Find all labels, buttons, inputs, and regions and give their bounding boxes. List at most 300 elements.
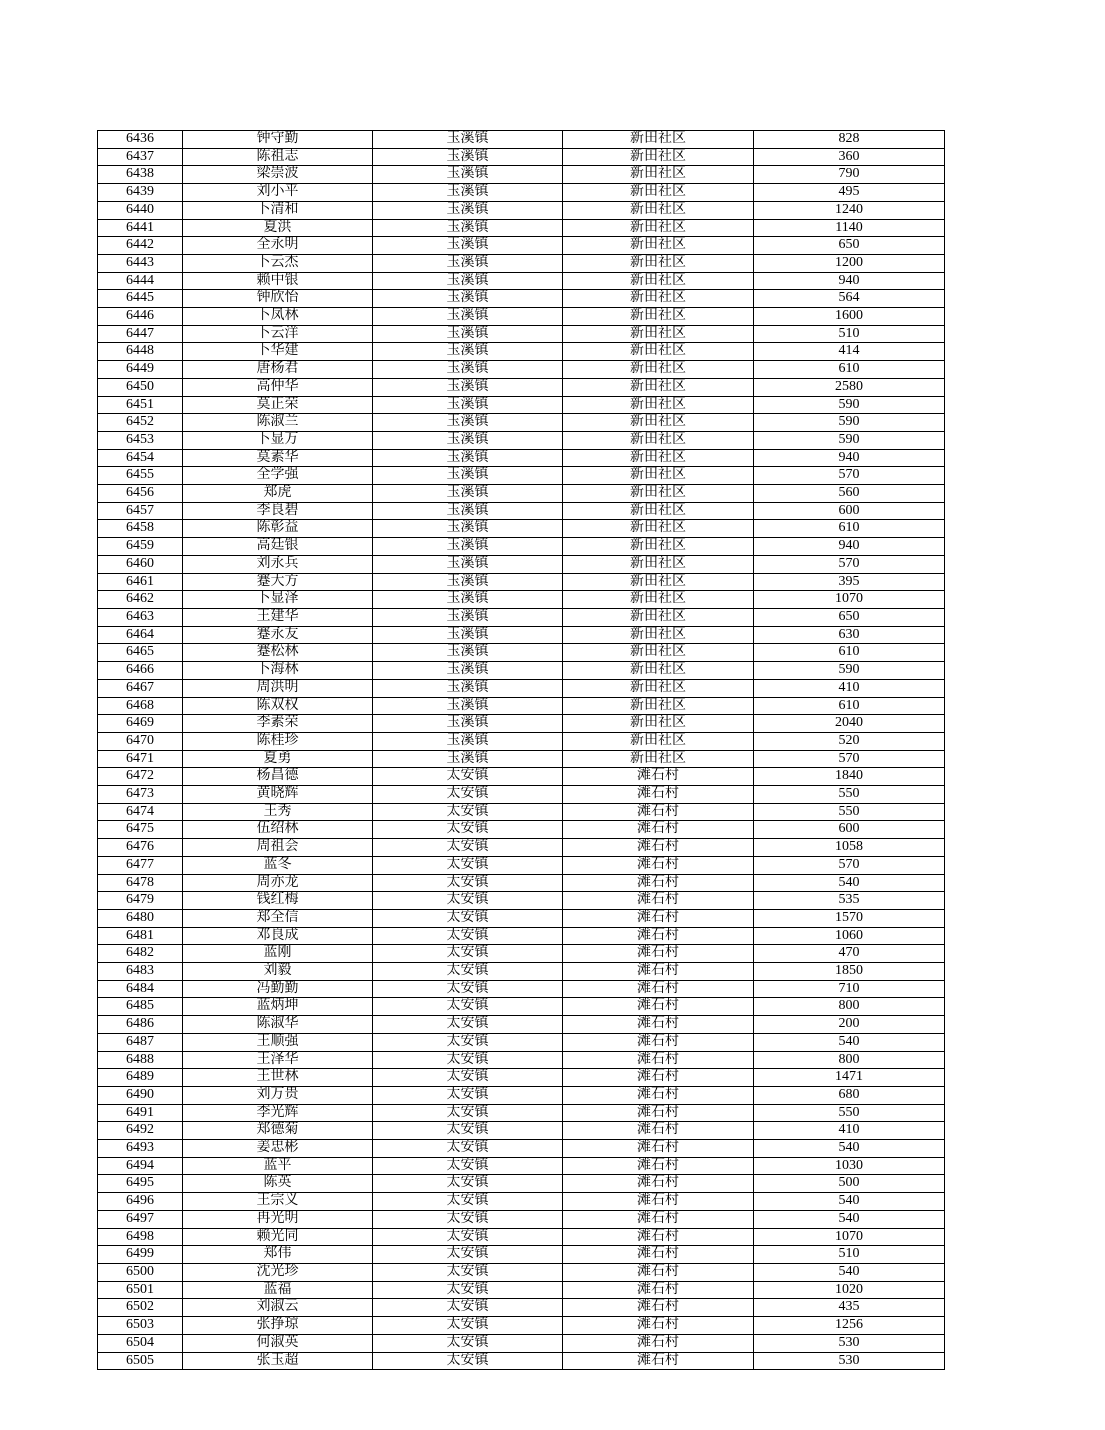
- cell-id: 6447: [98, 325, 183, 343]
- cell-name: 郑全信: [183, 909, 373, 927]
- cell-name: 陈淑华: [183, 1016, 373, 1034]
- cell-amount: 1256: [754, 1317, 945, 1335]
- cell-id: 6446: [98, 308, 183, 326]
- cell-amount: 470: [754, 945, 945, 963]
- cell-town: 太安镇: [373, 1033, 563, 1051]
- cell-amount: 1570: [754, 909, 945, 927]
- cell-id: 6492: [98, 1122, 183, 1140]
- cell-name: 李良碧: [183, 502, 373, 520]
- table-row: [98, 1051, 945, 1069]
- table-row: [98, 697, 945, 715]
- cell-village: 新田社区: [563, 184, 754, 202]
- cell-id: 6439: [98, 184, 183, 202]
- cell-town: 太安镇: [373, 1140, 563, 1158]
- cell-village: 滩石村: [563, 1016, 754, 1034]
- table-row: [98, 573, 945, 591]
- cell-id: 6449: [98, 361, 183, 379]
- cell-village: 新田社区: [563, 679, 754, 697]
- cell-village: 新田社区: [563, 732, 754, 750]
- cell-amount: 414: [754, 343, 945, 361]
- cell-id: 6438: [98, 166, 183, 184]
- cell-id: 6468: [98, 697, 183, 715]
- cell-village: 新田社区: [563, 131, 754, 149]
- cell-name: 钟欣怡: [183, 290, 373, 308]
- cell-village: 新田社区: [563, 573, 754, 591]
- table-row: [98, 591, 945, 609]
- cell-amount: 570: [754, 467, 945, 485]
- cell-amount: 530: [754, 1334, 945, 1352]
- cell-town: 太安镇: [373, 1175, 563, 1193]
- cell-village: 滩石村: [563, 909, 754, 927]
- cell-name: 李光辉: [183, 1104, 373, 1122]
- cell-town: 玉溪镇: [373, 485, 563, 503]
- cell-village: 新田社区: [563, 591, 754, 609]
- cell-amount: 435: [754, 1299, 945, 1317]
- cell-id: 6500: [98, 1264, 183, 1282]
- table-row: [98, 892, 945, 910]
- cell-amount: 495: [754, 184, 945, 202]
- cell-id: 6465: [98, 644, 183, 662]
- cell-name: 冯勤勤: [183, 980, 373, 998]
- cell-amount: 1070: [754, 1228, 945, 1246]
- cell-town: 玉溪镇: [373, 679, 563, 697]
- cell-id: 6505: [98, 1352, 183, 1370]
- cell-amount: 2580: [754, 378, 945, 396]
- cell-name: 高廷银: [183, 538, 373, 556]
- cell-village: 滩石村: [563, 1299, 754, 1317]
- cell-village: 滩石村: [563, 980, 754, 998]
- cell-amount: 1058: [754, 839, 945, 857]
- cell-town: 玉溪镇: [373, 325, 563, 343]
- cell-town: 太安镇: [373, 963, 563, 981]
- cell-amount: 1471: [754, 1069, 945, 1087]
- cell-amount: 710: [754, 980, 945, 998]
- cell-name: 莫正荣: [183, 396, 373, 414]
- cell-town: 太安镇: [373, 1193, 563, 1211]
- cell-town: 太安镇: [373, 821, 563, 839]
- cell-village: 新田社区: [563, 449, 754, 467]
- cell-id: 6470: [98, 732, 183, 750]
- cell-village: 新田社区: [563, 431, 754, 449]
- cell-village: 新田社区: [563, 290, 754, 308]
- cell-name: 钟守勤: [183, 131, 373, 149]
- table-row: [98, 1281, 945, 1299]
- cell-amount: 650: [754, 237, 945, 255]
- cell-name: 莫素华: [183, 449, 373, 467]
- cell-town: 太安镇: [373, 927, 563, 945]
- cell-name: 全学强: [183, 467, 373, 485]
- cell-village: 滩石村: [563, 786, 754, 804]
- cell-town: 玉溪镇: [373, 184, 563, 202]
- cell-name: 冉光明: [183, 1210, 373, 1228]
- cell-id: 6459: [98, 538, 183, 556]
- cell-amount: 500: [754, 1175, 945, 1193]
- cell-village: 新田社区: [563, 538, 754, 556]
- table-row: [98, 998, 945, 1016]
- cell-amount: 570: [754, 555, 945, 573]
- cell-town: 太安镇: [373, 909, 563, 927]
- cell-amount: 600: [754, 502, 945, 520]
- cell-town: 太安镇: [373, 1086, 563, 1104]
- cell-name: 钱红梅: [183, 892, 373, 910]
- cell-town: 玉溪镇: [373, 166, 563, 184]
- cell-village: 滩石村: [563, 1352, 754, 1370]
- cell-town: 玉溪镇: [373, 431, 563, 449]
- cell-village: 新田社区: [563, 272, 754, 290]
- cell-name: 蓝刚: [183, 945, 373, 963]
- cell-id: 6478: [98, 874, 183, 892]
- cell-id: 6497: [98, 1210, 183, 1228]
- cell-name: 王世林: [183, 1069, 373, 1087]
- table-row: [98, 608, 945, 626]
- cell-village: 新田社区: [563, 414, 754, 432]
- cell-name: 赖光同: [183, 1228, 373, 1246]
- cell-town: 太安镇: [373, 1016, 563, 1034]
- table-row: [98, 1104, 945, 1122]
- cell-village: 新田社区: [563, 396, 754, 414]
- cell-town: 玉溪镇: [373, 467, 563, 485]
- table-row: [98, 378, 945, 396]
- cell-amount: 1840: [754, 768, 945, 786]
- table-row: [98, 927, 945, 945]
- cell-name: 卜凤林: [183, 308, 373, 326]
- cell-amount: 540: [754, 1033, 945, 1051]
- cell-name: 陈祖志: [183, 148, 373, 166]
- cell-town: 玉溪镇: [373, 662, 563, 680]
- cell-town: 太安镇: [373, 1352, 563, 1370]
- cell-amount: 590: [754, 431, 945, 449]
- cell-amount: 550: [754, 803, 945, 821]
- cell-amount: 1030: [754, 1157, 945, 1175]
- cell-id: 6444: [98, 272, 183, 290]
- cell-village: 新田社区: [563, 662, 754, 680]
- cell-town: 太安镇: [373, 980, 563, 998]
- cell-village: 滩石村: [563, 1086, 754, 1104]
- cell-amount: 610: [754, 697, 945, 715]
- cell-name: 何淑英: [183, 1334, 373, 1352]
- table-row: [98, 980, 945, 998]
- cell-id: 6473: [98, 786, 183, 804]
- cell-amount: 510: [754, 325, 945, 343]
- table-row: [98, 1210, 945, 1228]
- cell-town: 玉溪镇: [373, 201, 563, 219]
- cell-id: 6501: [98, 1281, 183, 1299]
- table-row: [98, 555, 945, 573]
- cell-id: 6472: [98, 768, 183, 786]
- cell-town: 玉溪镇: [373, 697, 563, 715]
- cell-amount: 610: [754, 361, 945, 379]
- cell-name: 唐杨君: [183, 361, 373, 379]
- table-row: [98, 1157, 945, 1175]
- cell-id: 6488: [98, 1051, 183, 1069]
- cell-amount: 570: [754, 856, 945, 874]
- cell-town: 玉溪镇: [373, 361, 563, 379]
- cell-village: 滩石村: [563, 839, 754, 857]
- cell-id: 6461: [98, 573, 183, 591]
- cell-name: 刘毅: [183, 963, 373, 981]
- cell-village: 新田社区: [563, 325, 754, 343]
- cell-id: 6451: [98, 396, 183, 414]
- cell-village: 滩石村: [563, 1104, 754, 1122]
- cell-amount: 550: [754, 786, 945, 804]
- cell-village: 新田社区: [563, 520, 754, 538]
- cell-id: 6484: [98, 980, 183, 998]
- cell-village: 滩石村: [563, 927, 754, 945]
- table-row: [98, 538, 945, 556]
- table-row: [98, 945, 945, 963]
- cell-id: 6467: [98, 679, 183, 697]
- cell-name: 全永明: [183, 237, 373, 255]
- cell-id: 6452: [98, 414, 183, 432]
- cell-town: 太安镇: [373, 1281, 563, 1299]
- table-row: [98, 839, 945, 857]
- cell-id: 6460: [98, 555, 183, 573]
- table-row: [98, 449, 945, 467]
- cell-amount: 590: [754, 662, 945, 680]
- cell-amount: 550: [754, 1104, 945, 1122]
- table-row: [98, 237, 945, 255]
- cell-town: 太安镇: [373, 892, 563, 910]
- cell-name: 陈双权: [183, 697, 373, 715]
- cell-name: 卜显万: [183, 431, 373, 449]
- data-table: [97, 130, 945, 1370]
- cell-town: 太安镇: [373, 786, 563, 804]
- cell-town: 玉溪镇: [373, 715, 563, 733]
- cell-village: 新田社区: [563, 219, 754, 237]
- cell-id: 6480: [98, 909, 183, 927]
- cell-town: 太安镇: [373, 856, 563, 874]
- table-row: [98, 1264, 945, 1282]
- table-row: [98, 803, 945, 821]
- cell-name: 王宗义: [183, 1193, 373, 1211]
- table-row: [98, 874, 945, 892]
- cell-name: 蹇永友: [183, 626, 373, 644]
- table-row: [98, 1317, 945, 1335]
- table-row: [98, 1140, 945, 1158]
- table-row: [98, 148, 945, 166]
- table-row: [98, 325, 945, 343]
- cell-name: 蹇大方: [183, 573, 373, 591]
- table-row: [98, 644, 945, 662]
- table-row: [98, 1069, 945, 1087]
- cell-id: 6475: [98, 821, 183, 839]
- cell-village: 新田社区: [563, 237, 754, 255]
- cell-village: 滩石村: [563, 1334, 754, 1352]
- cell-amount: 1200: [754, 254, 945, 272]
- cell-id: 6455: [98, 467, 183, 485]
- cell-name: 卜海林: [183, 662, 373, 680]
- cell-amount: 1850: [754, 963, 945, 981]
- cell-id: 6440: [98, 201, 183, 219]
- table-row: [98, 856, 945, 874]
- cell-village: 滩石村: [563, 1281, 754, 1299]
- cell-id: 6437: [98, 148, 183, 166]
- cell-village: 滩石村: [563, 1210, 754, 1228]
- cell-village: 滩石村: [563, 821, 754, 839]
- cell-town: 太安镇: [373, 945, 563, 963]
- cell-id: 6499: [98, 1246, 183, 1264]
- cell-village: 新田社区: [563, 467, 754, 485]
- cell-name: 刘淑云: [183, 1299, 373, 1317]
- cell-village: 滩石村: [563, 1246, 754, 1264]
- cell-id: 6493: [98, 1140, 183, 1158]
- cell-town: 玉溪镇: [373, 449, 563, 467]
- cell-id: 6485: [98, 998, 183, 1016]
- cell-id: 6477: [98, 856, 183, 874]
- cell-amount: 2040: [754, 715, 945, 733]
- cell-amount: 200: [754, 1016, 945, 1034]
- cell-amount: 600: [754, 821, 945, 839]
- table-row: [98, 502, 945, 520]
- cell-name: 夏勇: [183, 750, 373, 768]
- cell-id: 6482: [98, 945, 183, 963]
- cell-id: 6454: [98, 449, 183, 467]
- cell-id: 6462: [98, 591, 183, 609]
- cell-name: 王秀: [183, 803, 373, 821]
- table-row: [98, 254, 945, 272]
- cell-amount: 1020: [754, 1281, 945, 1299]
- table-row: [98, 1228, 945, 1246]
- cell-amount: 410: [754, 1122, 945, 1140]
- cell-village: 滩石村: [563, 1228, 754, 1246]
- cell-amount: 1600: [754, 308, 945, 326]
- cell-town: 玉溪镇: [373, 272, 563, 290]
- cell-town: 太安镇: [373, 1228, 563, 1246]
- cell-town: 太安镇: [373, 1334, 563, 1352]
- cell-town: 玉溪镇: [373, 396, 563, 414]
- cell-amount: 790: [754, 166, 945, 184]
- cell-town: 玉溪镇: [373, 237, 563, 255]
- table-row: [98, 290, 945, 308]
- cell-name: 卜云杰: [183, 254, 373, 272]
- cell-name: 卜云洋: [183, 325, 373, 343]
- cell-amount: 1060: [754, 927, 945, 945]
- table-row: [98, 467, 945, 485]
- cell-town: 玉溪镇: [373, 626, 563, 644]
- cell-village: 新田社区: [563, 308, 754, 326]
- cell-amount: 570: [754, 750, 945, 768]
- cell-name: 黄晓辉: [183, 786, 373, 804]
- table-row: [98, 184, 945, 202]
- cell-id: 6456: [98, 485, 183, 503]
- cell-town: 太安镇: [373, 1210, 563, 1228]
- table-body: [98, 131, 945, 1370]
- table-row: [98, 431, 945, 449]
- cell-amount: 650: [754, 608, 945, 626]
- table-row: [98, 414, 945, 432]
- cell-id: 6464: [98, 626, 183, 644]
- cell-id: 6445: [98, 290, 183, 308]
- table-row: [98, 166, 945, 184]
- cell-name: 伍绍林: [183, 821, 373, 839]
- table-row: [98, 626, 945, 644]
- cell-village: 新田社区: [563, 626, 754, 644]
- cell-town: 太安镇: [373, 768, 563, 786]
- cell-village: 滩石村: [563, 963, 754, 981]
- cell-village: 新田社区: [563, 148, 754, 166]
- cell-name: 周亦龙: [183, 874, 373, 892]
- table-row: [98, 732, 945, 750]
- cell-amount: 940: [754, 449, 945, 467]
- cell-name: 夏洪: [183, 219, 373, 237]
- table-row: [98, 909, 945, 927]
- cell-town: 玉溪镇: [373, 414, 563, 432]
- cell-name: 蓝炳坤: [183, 998, 373, 1016]
- table-row: [98, 520, 945, 538]
- cell-village: 滩石村: [563, 1140, 754, 1158]
- cell-id: 6463: [98, 608, 183, 626]
- cell-village: 新田社区: [563, 201, 754, 219]
- cell-name: 张玉超: [183, 1352, 373, 1370]
- cell-amount: 610: [754, 644, 945, 662]
- cell-name: 王顺强: [183, 1033, 373, 1051]
- cell-town: 太安镇: [373, 1264, 563, 1282]
- cell-amount: 520: [754, 732, 945, 750]
- cell-village: 滩石村: [563, 892, 754, 910]
- cell-id: 6443: [98, 254, 183, 272]
- cell-id: 6442: [98, 237, 183, 255]
- cell-amount: 800: [754, 998, 945, 1016]
- cell-town: 太安镇: [373, 998, 563, 1016]
- table-row: [98, 1193, 945, 1211]
- cell-name: 郑虎: [183, 485, 373, 503]
- table-row: [98, 679, 945, 697]
- cell-id: 6448: [98, 343, 183, 361]
- cell-name: 陈淑兰: [183, 414, 373, 432]
- cell-village: 滩石村: [563, 856, 754, 874]
- cell-village: 新田社区: [563, 502, 754, 520]
- cell-town: 太安镇: [373, 1122, 563, 1140]
- cell-village: 新田社区: [563, 378, 754, 396]
- cell-amount: 1070: [754, 591, 945, 609]
- cell-town: 太安镇: [373, 1069, 563, 1087]
- cell-town: 玉溪镇: [373, 219, 563, 237]
- cell-name: 邓良成: [183, 927, 373, 945]
- cell-amount: 560: [754, 485, 945, 503]
- table-row: [98, 1086, 945, 1104]
- table-row: [98, 750, 945, 768]
- cell-amount: 540: [754, 1140, 945, 1158]
- cell-name: 赖中银: [183, 272, 373, 290]
- cell-town: 玉溪镇: [373, 343, 563, 361]
- table-row: [98, 1246, 945, 1264]
- cell-amount: 540: [754, 1210, 945, 1228]
- cell-town: 玉溪镇: [373, 378, 563, 396]
- cell-name: 卜显泽: [183, 591, 373, 609]
- cell-id: 6487: [98, 1033, 183, 1051]
- cell-town: 太安镇: [373, 1104, 563, 1122]
- cell-amount: 940: [754, 272, 945, 290]
- cell-amount: 1140: [754, 219, 945, 237]
- cell-id: 6457: [98, 502, 183, 520]
- cell-id: 6503: [98, 1317, 183, 1335]
- cell-id: 6486: [98, 1016, 183, 1034]
- table-row: [98, 485, 945, 503]
- cell-village: 新田社区: [563, 750, 754, 768]
- cell-id: 6476: [98, 839, 183, 857]
- cell-name: 李素荣: [183, 715, 373, 733]
- cell-id: 6471: [98, 750, 183, 768]
- cell-name: 沈光珍: [183, 1264, 373, 1282]
- cell-village: 新田社区: [563, 555, 754, 573]
- cell-id: 6494: [98, 1157, 183, 1175]
- cell-amount: 540: [754, 874, 945, 892]
- table-row: [98, 131, 945, 149]
- cell-amount: 540: [754, 1264, 945, 1282]
- cell-village: 滩石村: [563, 874, 754, 892]
- table-row: [98, 963, 945, 981]
- cell-name: 陈英: [183, 1175, 373, 1193]
